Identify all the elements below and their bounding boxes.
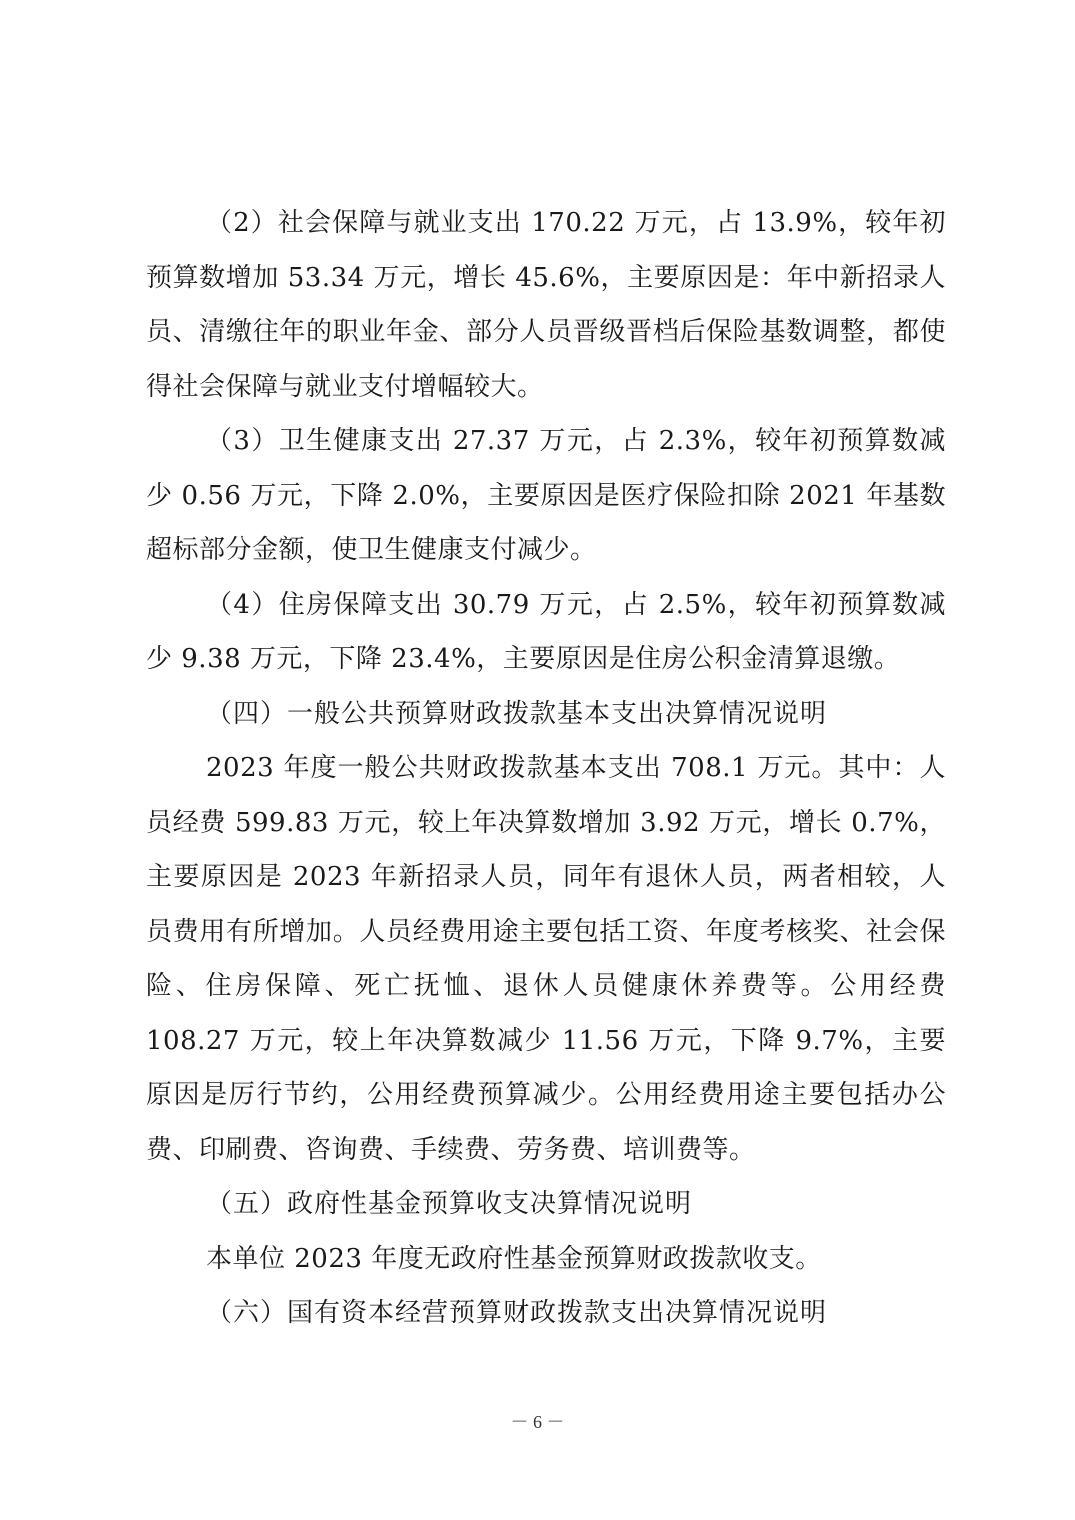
heading-section-4: （四）一般公共预算财政拨款基本支出决算情况说明	[206, 698, 828, 729]
document-body	[146, 196, 946, 1341]
para-housing: （4）住房保障支出 30.79 万元，占 2.5%，较年初预算数减少 9.38 万元，下降 23.4%，主要原因是住房公积金清算退缴。	[146, 589, 946, 674]
para-social-security: （2）社会保障与就业支出 170.22 万元，占 13.9%，较年初预算数增加 53.34 万元，增长 45.6%，主要原因是：年中新招录人员、清缴往年的职业年金、部分人员晋级晋档后保险基数调整，都使得社会保障与就业支付增幅较大。	[146, 208, 946, 402]
page-number: － 6 －	[510, 1412, 565, 1432]
para-health: （3）卫生健康支出 27.37 万元，占 2.3%，较年初预算数减少 0.56 万元，下降 2.0%，主要原因是医疗保险扣除 2021 年基数超标部分金额，使卫生健康支付减少。	[146, 426, 946, 565]
heading-section-6: （六）国有资本经营预算财政拨款支出决算情况说明	[206, 1298, 828, 1328]
para-government-fund: 本单位 2023 年度无政府性基金预算财政拨款收支。	[206, 1243, 822, 1274]
heading-section-5: （五）政府性基金预算收支决算情况说明	[206, 1189, 693, 1219]
para-basic-expenditure: 2023 年度一般公共财政拨款基本支出 708.1 万元。其中：人员经费 599.83 万元，较上年决算数增加 3.92 万元，增长 0.7%，主要原因是 2023 年新招录人员，同年有退休人员，两者相较，人员费用有所增加。人员经费用途主要包括工资、年度考核奖、社会保险、住房保障、死亡抚恤、退休人员健康休养费等。公用经费 108.27 万元，较上年决算数减少 11.56 万元，下降 9.7%，主要原因是厉行节约，公用经费预算减少。公用经费用途主要包括办公费、印刷费、咨询费、手续费、劳务费、培训费等。	[146, 753, 946, 1165]
